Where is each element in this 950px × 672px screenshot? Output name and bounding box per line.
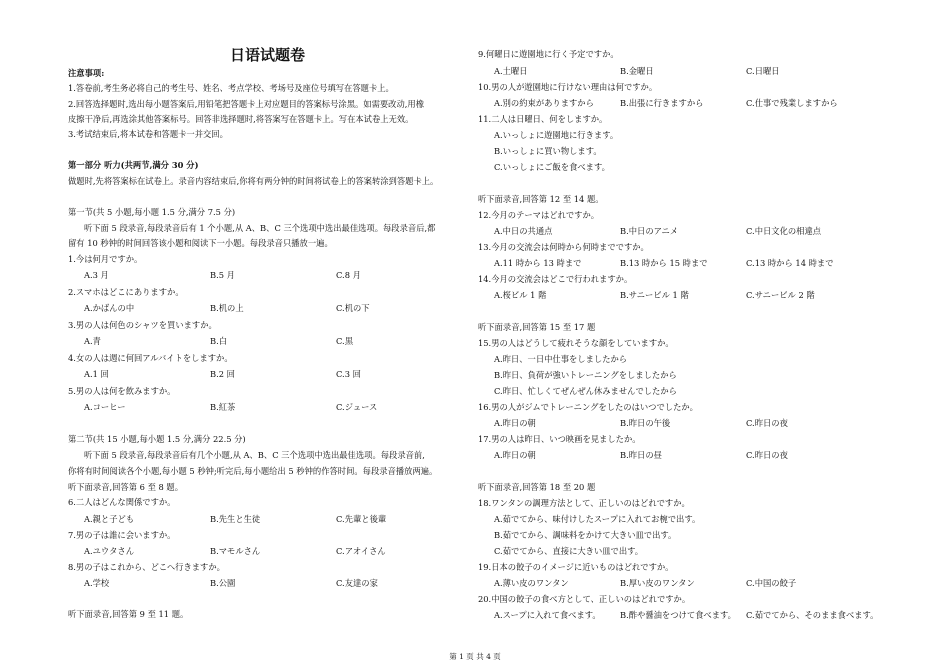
option-c: C.中国の餃子 [746,578,797,588]
question: 16.男の人がジムでトレーニングをしたのはいつでしたか。 [478,402,698,412]
option-b: B.5 月 [210,270,235,280]
option-a: A.桜ビル 1 階 [494,290,547,300]
question: 14.今月の交流会はどこで行われますか。 [478,274,633,284]
question: 20.中国の餃子の食べ方として、正しいのはどれですか。 [478,594,691,604]
option-b: B.中日のアニメ [620,226,679,236]
option-a: A.中日の共通点 [494,226,553,236]
listen-instruction: 听下面录音,回答第 12 至 14 题。 [478,194,604,204]
listen-instruction: 听下面录音,回答第 9 至 11 题。 [68,609,189,619]
option-a: A.スープに入れて食べます。 [494,610,601,620]
option-c: C.13 時から 14 時まで [746,258,834,268]
section2-intro: 听下面 5 段录音,每段录音后有几个小题,从 A、B、C 三个选项中选出最佳选项。每段录音前, [84,450,425,460]
question: 7.男の子は誰に会いますか。 [68,530,176,540]
option-a: A.コーヒー [84,402,126,412]
option-b: B.紅茶 [210,402,236,412]
option-b: B.マモルさん [210,546,261,556]
option-a: A.いっしょに遊園地に行きます。 [494,130,619,140]
part1-intro: 做题时,先将答案标在试卷上。录音内容结束后,你将有两分钟的时间将试卷上的答案转涂到答题卡上。 [68,176,439,186]
question: 8.男の子はこれから、どこへ行きますか。 [68,562,225,572]
option-b: B.机の上 [210,303,244,313]
option-a: A.土曜日 [494,66,528,76]
option-b: B.サニービル 1 階 [620,290,689,300]
option-b: B.2 回 [210,369,235,379]
option-b: B.茹でてから、調味料をかけて大きい皿で出す。 [494,530,677,540]
option-b: B.いっしょに買い物します。 [494,146,602,156]
option-c: C.ジュース [336,402,378,412]
option-b: B.出張に行きますから [620,98,704,108]
option-c: C.黒 [336,336,353,346]
page-footer: 第 1 页 共 4 页 [449,652,501,661]
question: 1.今は何月ですか。 [68,254,143,264]
question: 2.スマホはどこにありますか。 [68,287,184,297]
question: 18.ワンタンの調理方法として、正しいのはどれですか。 [478,498,690,508]
option-c: C.8 月 [336,270,361,280]
question: 15.男の人はどうして疲れそうな顔をしていますか。 [478,338,674,348]
option-a: A.昨日の朝 [494,418,536,428]
option-a: A.1 回 [84,369,109,379]
listen-instruction: 听下面录音,回答第 6 至 8 题。 [68,482,184,492]
option-b: B.13 時から 15 時まで [620,258,708,268]
question: 3.男の人は何色のシャツを買いますか。 [68,320,217,330]
option-b: B.先生と生徒 [210,514,261,524]
question: 9.何曜日に遊園地に行く予定ですか。 [478,49,619,59]
question: 13.今月の交流会は何時から何時までですか。 [478,242,649,252]
section2-intro: 你将有时间阅读各个小题,每小题 5 秒钟;听完后,每小题给出 5 秒钟的作答时间。每段录音播放两遍。 [68,466,438,476]
option-c: C.昨日の夜 [746,418,788,428]
option-b: B.厚い皮のワンタン [620,578,695,588]
listen-instruction: 听下面录音,回答第 15 至 17 题 [478,322,596,332]
question: 17.男の人は昨日、いつ映画を見ましたか。 [478,434,641,444]
option-a: A.昨日の朝 [494,450,536,460]
page-title: 日语试题卷 [230,46,306,64]
option-c: C.いっしょにご飯を食べます。 [494,162,610,172]
option-a: A.親と子ども [84,514,135,524]
option-b: B.白 [210,336,228,346]
option-a: A.別の約束がありますから [494,98,594,108]
option-c: C.サニービル 2 階 [746,290,815,300]
section1-intro: 听下面 5 段录音,每段录音后有 1 个小题,从 A、B、C 三个选项中选出最佳选项。每段录音后,都 [84,223,436,233]
option-c: C.机の下 [336,303,370,313]
question: 12.今月のテーマはどれですか。 [478,210,600,220]
option-c: C.仕事で残業しますから [746,98,838,108]
option-a: A.学校 [84,578,110,588]
option-c: C.昨日、忙しくてぜんぜん休みませんでしたから [494,386,677,396]
option-a: A.茹でてから、味付けしたスープに入れてお椀で出す。 [494,514,701,524]
option-c: C.先輩と後輩 [336,514,387,524]
section2-heading: 第二节(共 15 小题,每小题 1.5 分,满分 22.5 分) [68,434,246,444]
option-c: C.アオイさん [336,546,386,556]
option-a: A.3 月 [84,270,109,280]
question: 10.男の人が遊園地に行けない理由は何ですか。 [478,82,658,92]
question: 19.日本の餃子のイメージに近いものはどれですか。 [478,562,674,572]
question: 6.二人はどんな関係ですか。 [68,497,176,507]
question: 11.二人は日曜日、何をしますか。 [478,114,608,124]
option-b: B.金曜日 [620,66,654,76]
section1-heading: 第一节(共 5 小题,每小题 1.5 分,满分 7.5 分) [68,207,236,217]
note-line: 皮擦干净后,再选涂其他答案标号。回答非选择题时,将答案写在答题卡上。写在本试卷上无效。 [68,114,414,124]
option-a: A.かばんの中 [84,303,135,313]
option-b: B.酢や醤油をつけて食べます。 [620,610,736,620]
option-a: A.昨日、一日中仕事をしましたから [494,354,628,364]
option-c: C.3 回 [336,369,361,379]
option-c: C.茹でてから、直接に大きい皿で出す。 [494,546,644,556]
question: 4.女の人は週に何回アルバイトをしますか。 [68,353,233,363]
option-a: A.11 時から 13 時まで [494,258,582,268]
notes-heading: 注意事项: [68,68,105,78]
option-a: A.薄い皮のワンタン [494,578,569,588]
option-b: B.昨日の午後 [620,418,671,428]
listen-instruction: 听下面录音,回答第 18 至 20 题 [478,482,596,492]
option-c: C.日曜日 [746,66,780,76]
part1-heading: 第一部分 听力(共两节,满分 30 分) [68,160,199,170]
option-c: C.昨日の夜 [746,450,788,460]
question: 5.男の人は何を飲みますか。 [68,386,176,396]
option-b: B.公園 [210,578,236,588]
note-line: 3.考试结束后,将本试卷和答题卡一并交回。 [68,129,228,139]
note-line: 2.回答选择题时,选出每小题答案后,用铅笔把答题卡上对应题目的答案标号涂黑。如需要改动,用橡 [68,99,425,109]
option-a: A.青 [84,336,101,346]
option-b: B.昨日、負荷が強いトレーニングをしましたから [494,370,677,380]
option-b: B.昨日の昼 [620,450,662,460]
note-line: 1.答卷前,考生务必将自己的考生号、姓名、考点学校、考场号及座位号填写在答题卡上。 [68,83,394,93]
section1-intro: 留有 10 秒钟的时间回答该小题和阅读下一小题。每段录音只播放一遍。 [68,238,333,248]
option-c: C.茹でてから、そのまま食べます。 [746,610,879,620]
option-a: A.ユウタさん [84,546,135,556]
option-c: C.中日文化の相違点 [746,226,822,236]
option-c: C.友達の家 [336,578,378,588]
